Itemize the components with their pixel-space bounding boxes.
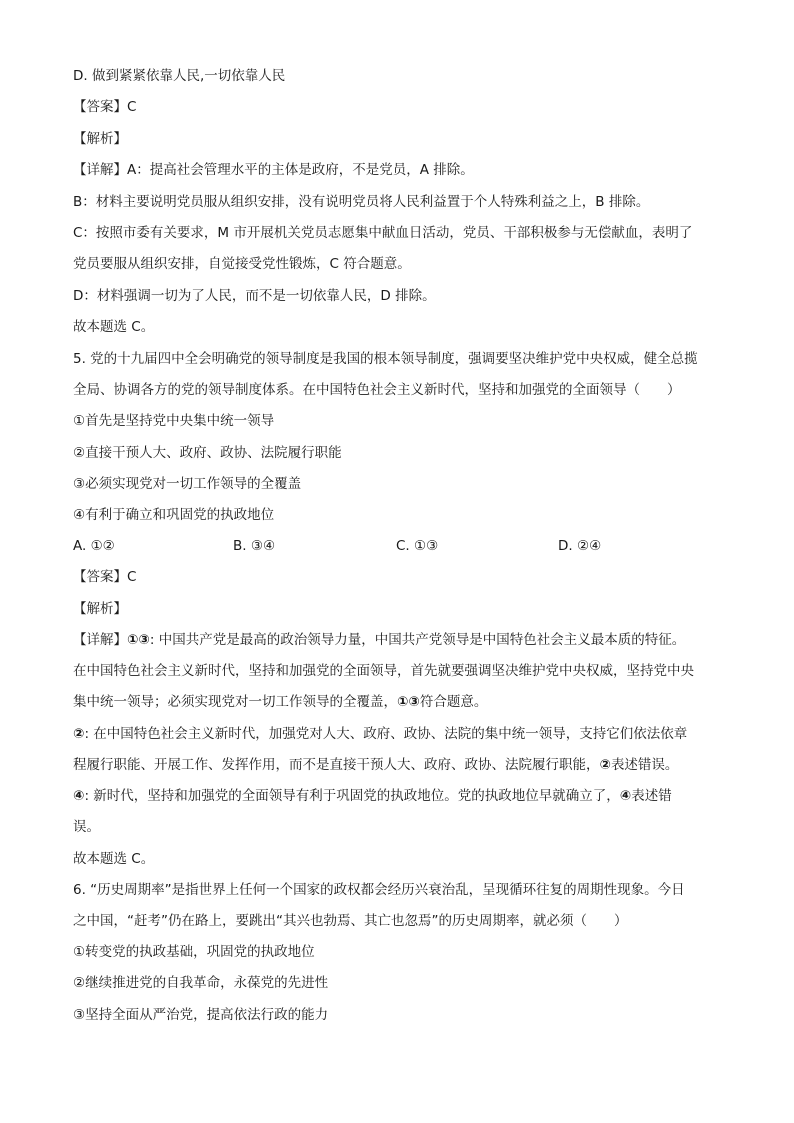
item-marker: ①③ [397,694,420,710]
q5-choice-d: D. ②④ [558,538,602,554]
item-marker: ④ [619,788,632,804]
q5-choice-c: C. ①③ [396,538,439,554]
q6-item-1: ①转变党的执政基础，巩固党的执政地位 [73,944,315,960]
answer-value: C [127,99,137,115]
q4-answer [73,98,733,116]
q5-detail-1-1 [73,631,733,649]
q5-answer [73,568,733,586]
q5-item-4: ④有利于确立和巩固党的执政地位 [73,507,275,523]
q4-detail-b: B：材料主要说明党员服从组织安排，没有说明党员将人民利益置于个人特殊利益之上，B 排除。 [73,194,650,210]
q4-option-d: D. 做到紧紧依靠人民,一切依靠人民 [73,68,286,84]
detail-tag: 【详解】 [73,162,127,178]
item-marker: ④ [73,788,85,804]
item-marker: ② [599,757,611,773]
q4-detail-c-1: C：按照市委有关要求，M 市开展机关党员志愿集中献血日活动，党员、干部积极参与无偿献血，表明了 [73,225,693,241]
q5-item-3: ③必须实现党对一切工作领导的全覆盖 [73,476,302,492]
q4-conclusion: 故本题选 C。 [73,319,155,335]
detail-text: : 中国共产党是最高的政治领导力量，中国共产党领导是中国特色社会主义最本质的特征。 [149,632,686,648]
detail-tag: 【详解】 [73,632,127,648]
detail-text: 表述错误。 [610,757,679,773]
q5-item-2: ②直接干预人大、政府、政协、法院履行职能 [73,445,342,461]
q5-conclusion: 故本题选 C。 [73,851,155,867]
q5-detail-3-2: 误。 [73,819,100,835]
q4-detail-a [73,161,733,179]
detail-text: : 新时代，坚持和加强党的全面领导有利于巩固党的执政地位。党的执政地位早就确立了， [84,788,620,804]
q5-stem-2: 全局、协调各方的党的领导制度体系。在中国特色社会主义新时代，坚持和加强党的全面领导（ ） [73,382,681,398]
q5-choice-b: B. ③④ [233,538,276,554]
q6-item-2: ②继续推进党的自我革命，永葆党的先进性 [73,975,329,991]
answer-value: C [127,569,137,585]
detail-text: 表述错 [631,788,672,804]
q5-detail-2-2 [73,756,733,774]
answer-tag: 【答案】 [73,569,127,585]
detail-text: 程履行职能、开展工作、发挥作用，而不是直接干预人大、政府、政协、法院履行职能， [73,757,600,773]
item-marker: ② [73,726,85,742]
detail-text: : 在中国特色社会主义新时代，加强党对人大、政府、政协、法院的集中统一领导，支持它们依法依章 [84,726,688,742]
q5-analysis-tag: 【解析】 [73,601,127,617]
detail-text: 符合题意。 [419,694,488,710]
item-marker: ①③ [127,632,150,648]
detail-text: A：提高社会管理水平的主体是政府，不是党员，A 排除。 [127,162,474,178]
q4-analysis-tag: 【解析】 [73,131,127,147]
answer-tag: 【答案】 [73,99,127,115]
q4-detail-d: D：材料强调一切为了人民，而不是一切依靠人民，D 排除。 [73,288,436,304]
q5-choice-a: A. ①② [73,538,115,554]
q6-stem-1: 6. “历史周期率”是指世界上任何一个国家的政权都会经历兴衰治乱，呈现循环往复的周期性现象。今日 [73,882,685,898]
q5-item-1: ①首先是坚持党中央集中统一领导 [73,413,275,429]
detail-text: 集中统一领导；必须实现党对一切工作领导的全覆盖， [73,694,397,710]
q6-stem-2: 之中国，“赶考”仍在路上，要跳出“其兴也勃焉、其亡也忽焉”的历史周期率，就必须（ ） [73,913,628,929]
q6-item-3: ③坚持全面从严治党，提高依法行政的能力 [73,1007,329,1023]
q5-stem-1: 5. 党的十九届四中全会明确党的领导制度是我国的根本领导制度，强调要坚决维护党中央权威，健全总揽 [73,351,698,367]
q5-detail-2-1 [73,725,733,743]
q5-detail-1-3 [73,693,733,711]
q5-detail-1-2: 在中国特色社会主义新时代，坚持和加强党的全面领导，首先就要强调坚决维护党中央权威，坚持党中央 [73,663,694,679]
q5-detail-3-1 [73,787,733,805]
q4-detail-c-2: 党员要服从组织安排，自觉接受党性锻炼，C 符合题意。 [73,256,411,272]
